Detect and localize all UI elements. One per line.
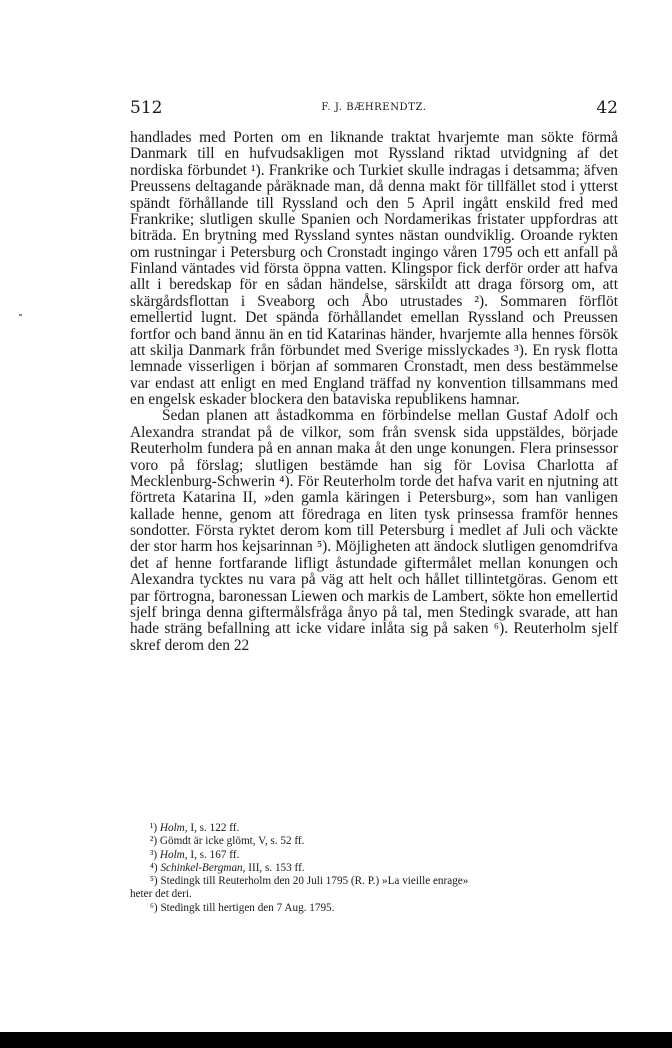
footnote-mark: ⁴) bbox=[150, 861, 158, 874]
body-text bbox=[130, 130, 618, 654]
footnote bbox=[130, 849, 618, 862]
footnote bbox=[130, 822, 618, 835]
footnote bbox=[130, 862, 618, 875]
scan-edge-band bbox=[0, 1032, 672, 1048]
paragraph: Sedan planen att åstadkomma en förbindelse mellan Gustaf Adolf och Alexandra strandat på de vilkor, som från svensk sida uppstäldes, började Reuterholm fundera på en annan maka åt den unge konungen. Flera prinsessor voro på förslag; slutligen bestämde han sig för Lovisa Charlotta af Mecklenburg-Schwerin ⁴). För Reuterholm torde det hafva varit en njutning att förtreta Katarina II, »den gamla käringen i Petersburg», som han vanligen kallade henne, genom att föredraga en liten tysk prinsessa framför hennes sondotter. Första ryktet derom kom till Petersburg i medlet af Juli och väckte der stor harm hos kejsarinnan ⁵). Möjligheten att ändock slutligen genomdrifva det af henne fortfarande lifligt åstundade giftermålet mellan konungen och Alexandra tycktes nu vara på väg att helt och hållet tillintetgöras. Genom ett par förtrogna, baronessan Liewen och markis de Lambert, sökte hon emellertid sjelf bringa denna giftermålsfråga ånyo på tal, men Stedingk svarade, att han hade sträng befallning att icke vidare inlåta sig på saken ⁶). Reuterholm sjelf skref derom den 22 bbox=[130, 407, 618, 654]
footnote-mark: ²) bbox=[150, 835, 158, 848]
footnote-text: I, s. 167 ff. bbox=[187, 848, 240, 861]
footnote bbox=[130, 835, 618, 848]
footnote-author: Holm, bbox=[159, 822, 188, 834]
folio-mark: 42 bbox=[596, 98, 618, 118]
footnote-text: III, s. 153 ff. bbox=[245, 861, 305, 874]
footnote-text: heter det deri. bbox=[130, 888, 192, 901]
footnote-text: Gömdt är icke glömt, V, s. 52 ff. bbox=[157, 835, 305, 848]
footnote-text: I, s. 122 ff. bbox=[187, 822, 240, 834]
paragraph: handlades med Porten om en liknande traktat hvarjemte man sökte förmå Danmark till en hufvudsakligen mot Ryssland riktad utvidgning af det nordiska förbundet ¹). Frankrike och Turkiet skulle indragas i detsamma; äfven Preussens deltagande påräknade man, då denna makt för tillfället stod i ytterst spändt förhållande till Ryssland och den 5 April ingått enskild fred med Frankrike; slutligen skulle Spanien och Nordamerikas fristater uppfordras att biträda. En brytning med Ryssland syntes nästan oundviklig. Oroande rykten om rustningar i Petersburg och Cronstadt ingingo våren 1795 och ett anfall på Finland väntades vid första öppna vatten. Klingspor fick derför order att hafva allt i beredskap för en sådan händelse, särskildt att draga försorg om, att skärgårdsflottan i Sveaborg och Åbo utrustades ²). Sommaren förflöt emellertid lugnt. Det spända förhållandet emellan Ryssland och Preussen fortfor och band ännu än en tid Katarinas händer, hvarjemte alla hennes försök att skilja Danmark från förbundet med Sverige misslyckades ³). En rysk flotta lemnade visserligen i början af sommaren Cronstadt, men dess bestämmelse var endast att enligt en med England träffad ny konvention tillsammans med en engelsk eskader blockera den bataviska republikens hamnar. bbox=[130, 129, 618, 408]
footnote-text: Stedingk till Reuterholm den 20 Juli 1795 (R. P.) »La vieille enrage» bbox=[157, 875, 469, 888]
running-head: F. J. BÆHRENDTZ. bbox=[321, 102, 427, 113]
footnote-mark: ³) bbox=[150, 848, 158, 861]
page-number: 512 bbox=[130, 98, 163, 118]
margin-speck bbox=[19, 314, 22, 316]
footnote bbox=[130, 902, 618, 915]
footnote-author: Holm, bbox=[159, 848, 188, 861]
footnotes bbox=[130, 822, 618, 915]
footnote-mark: ¹) bbox=[150, 822, 158, 834]
footnote-continuation bbox=[130, 888, 618, 901]
footnote-author: Schinkel-Bergman, bbox=[160, 861, 246, 874]
footnote-mark: ⁵) bbox=[150, 875, 158, 888]
page-header bbox=[130, 98, 618, 122]
footnote bbox=[130, 875, 618, 888]
footnote-mark: ⁶) bbox=[150, 901, 158, 914]
footnote-text: Stedingk till hertigen den 7 Aug. 1795. bbox=[157, 901, 335, 914]
